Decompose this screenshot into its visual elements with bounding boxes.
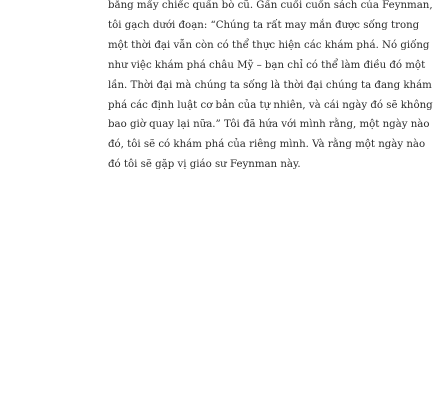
body-paragraph: [108, 0, 433, 175]
text-line-5: lần. Thời đại mà chúng ta sống là thời đại chúng ta đang khám: [108, 79, 432, 91]
text-line-2: tôi gạch dưới đoạn: “Chúng ta rất may mắn được sống trong: [108, 19, 420, 31]
text-line-1: bằng mấy chiếc quần bò cũ. Gần cuối cuốn sách của Feynman,: [108, 0, 433, 11]
text-line-8: đó, tôi sẽ có khám phá của riêng mình. Và rằng một ngày nào: [108, 139, 426, 151]
text-line-3: một thời đại vẫn còn có thể thực hiện các khám phá. Nó giống: [108, 39, 430, 51]
text-line-9: đó tôi sẽ gặp vị giáo sư Feynman này.: [108, 159, 301, 171]
text-line-6: phá các định luật cơ bản của tự nhiên, và cái ngày đó sẽ không: [108, 99, 433, 111]
text-line-4: như việc khám phá châu Mỹ – bạn chỉ có thể làm điều đó một: [108, 59, 426, 71]
text-line-7: bao giờ quay lại nữa.” Tôi đã hứa với mình rằng, một ngày nào: [108, 119, 430, 131]
